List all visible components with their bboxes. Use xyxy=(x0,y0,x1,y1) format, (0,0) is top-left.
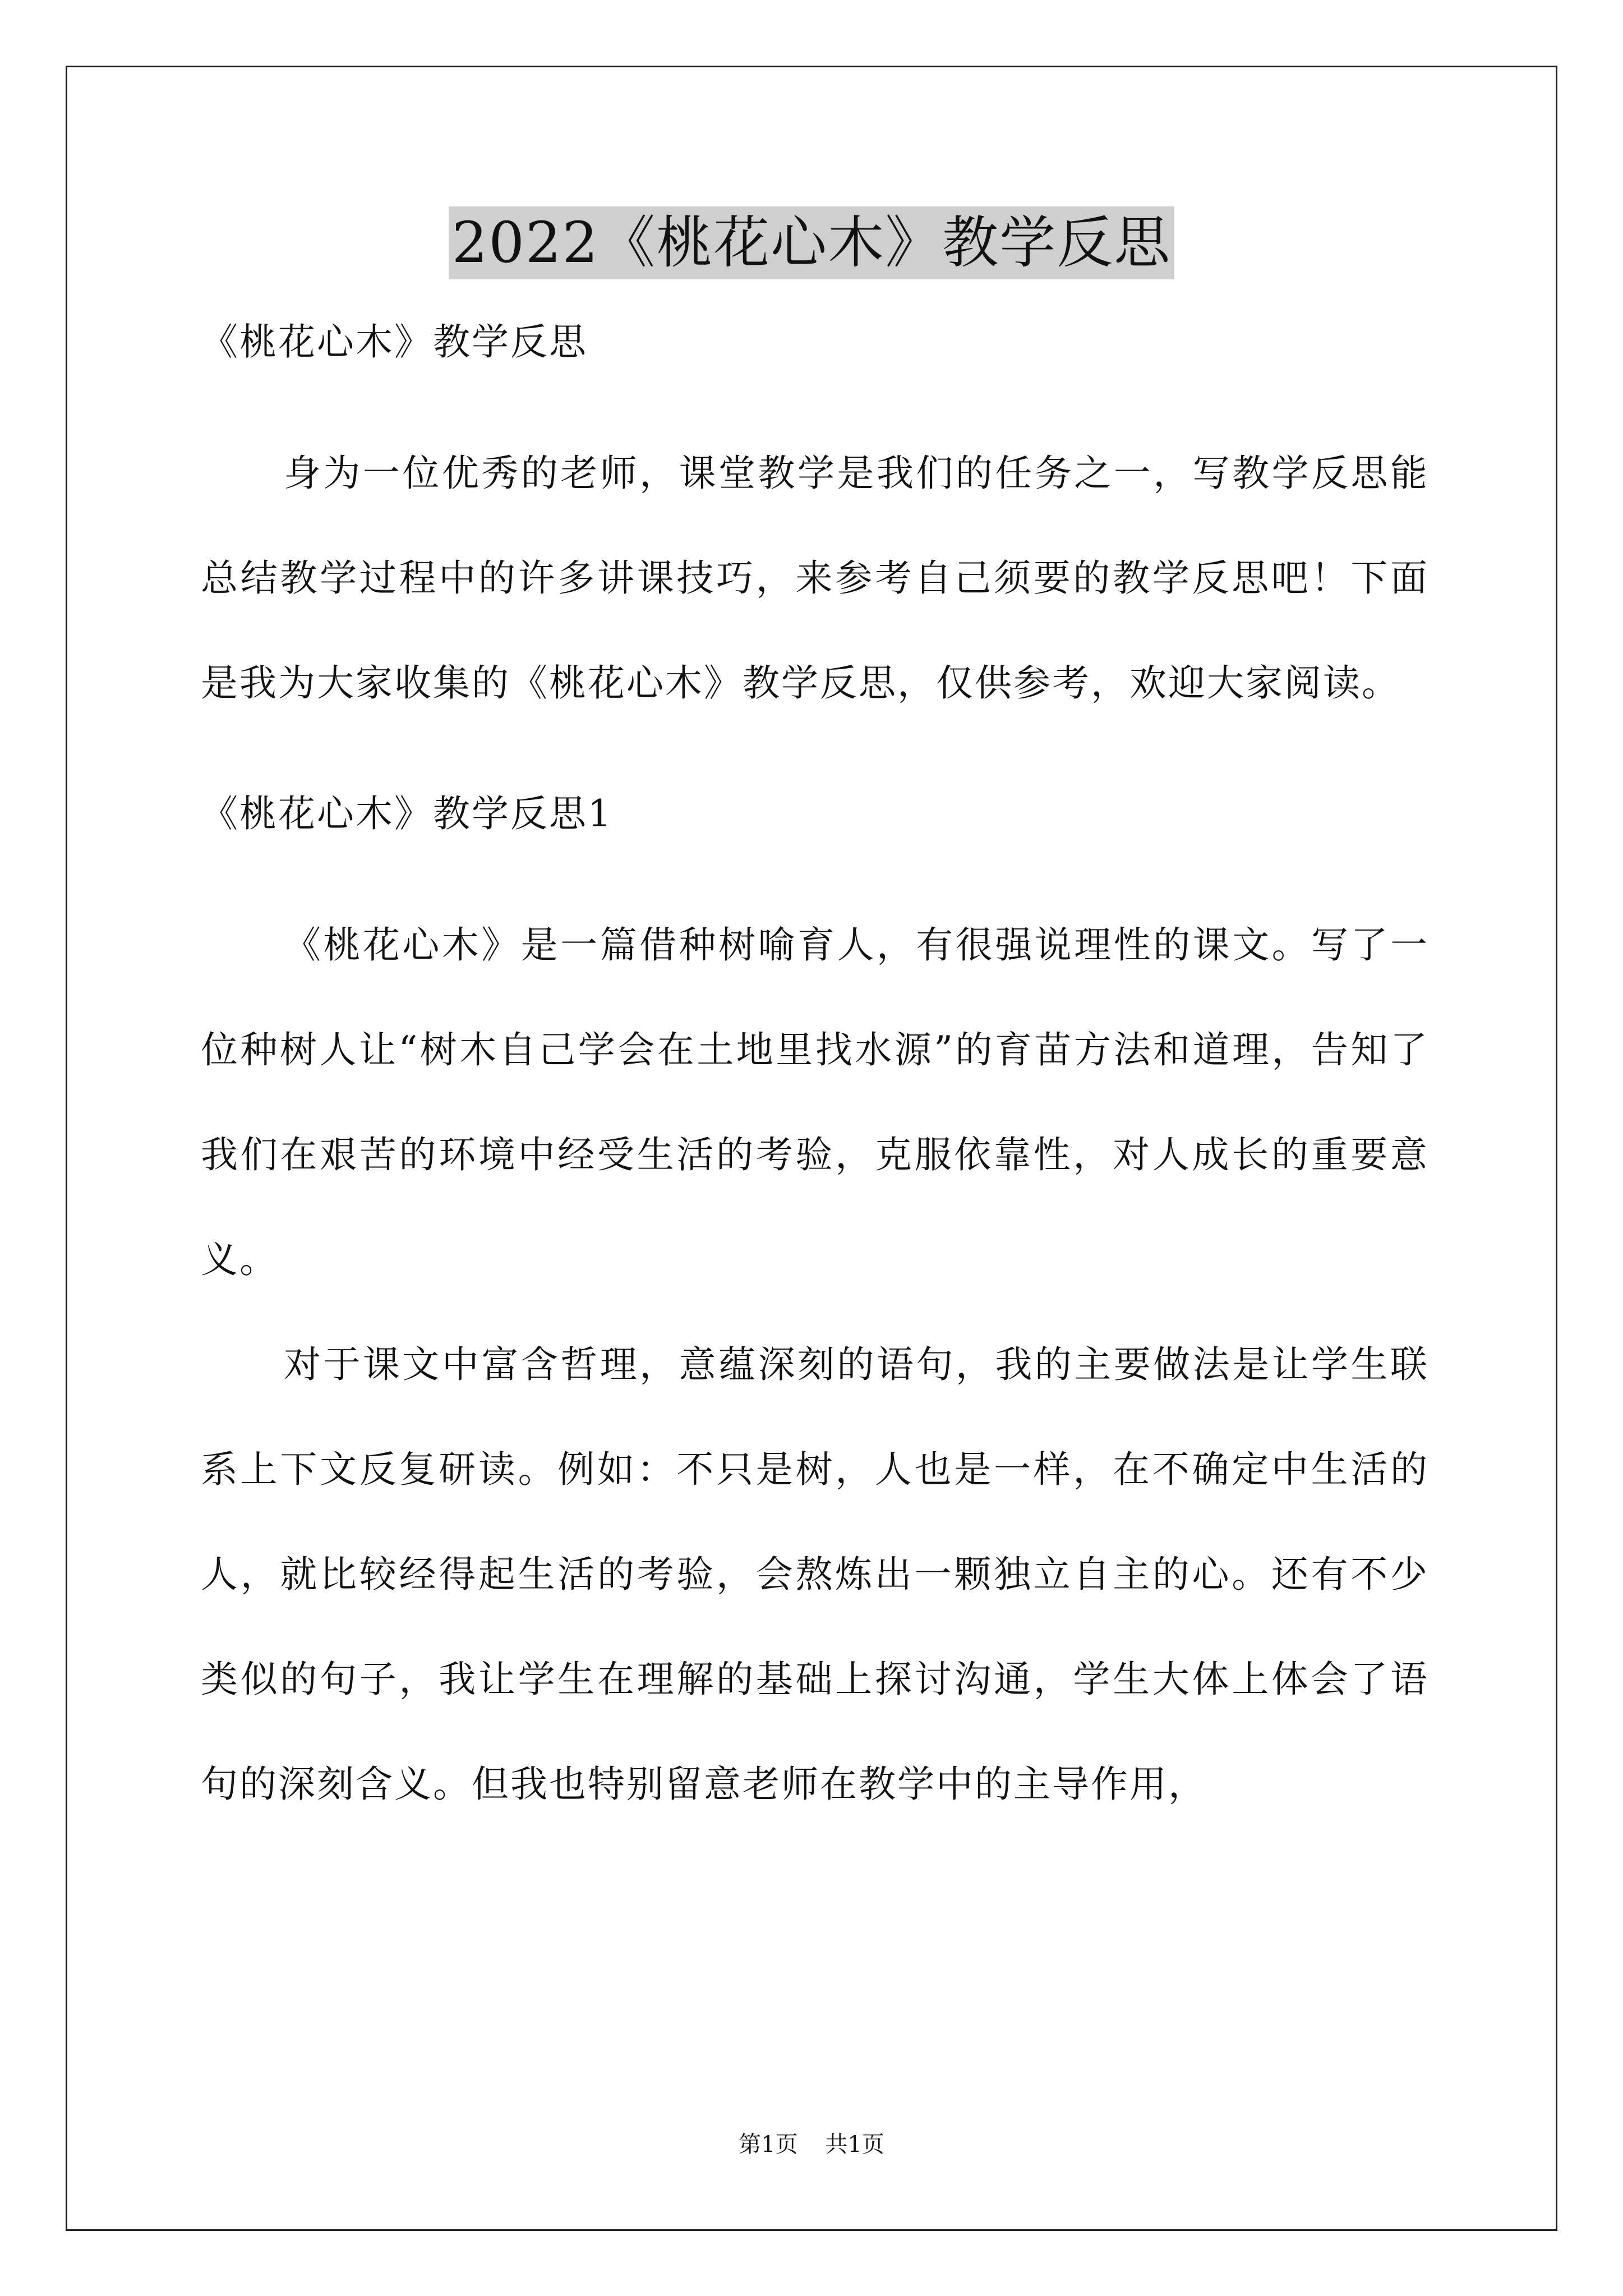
section-gap xyxy=(201,735,1429,786)
section1-paragraph: 《桃花心木》是一篇借种树喻育人，有很强说理性的课文。写了一位种树人让“树木自己学会在土地里找水源”的育苗方法和道理，告知了我们在艰苦的环境中经受生活的考验，克服依靠性，对人成长的重要意义。 xyxy=(201,923,1429,1281)
intro-heading: 《桃花心木》教学反思 xyxy=(201,320,588,364)
title-container xyxy=(0,206,1623,279)
page-number-current: 第1页 xyxy=(739,2132,798,2157)
page-footer xyxy=(0,2131,1623,2159)
section1-paragraph: 对于课文中富含哲理，意蕴深刻的语句，我的主要做法是让学生联系上下文反复研读。例如：不只是树，人也是一样，在不确定中生活的人，就比较经得起生活的考验，会熬炼出一颗独立自主的心。还有不少类似的句子，我让学生在理解的基础上探讨沟通，学生大体上体会了语句的深刻含义。但我也特别留意老师在教学中的主导作用， xyxy=(201,1343,1429,1806)
page-number-total: 共1页 xyxy=(825,2132,884,2157)
intro-paragraph: 身为一位优秀的老师，课堂教学是我们的任务之一，写教学反思能总结教学过程中的许多讲课技巧，来参考自己须要的教学反思吧！下面是我为大家收集的《桃花心木》教学反思，仅供参考，欢迎大家阅读。 xyxy=(201,452,1429,705)
section1-heading: 《桃花心木》教学反思1 xyxy=(201,792,613,835)
document-body xyxy=(201,314,1429,1837)
document-title: 2022《桃花心木》教学反思 xyxy=(449,206,1175,279)
